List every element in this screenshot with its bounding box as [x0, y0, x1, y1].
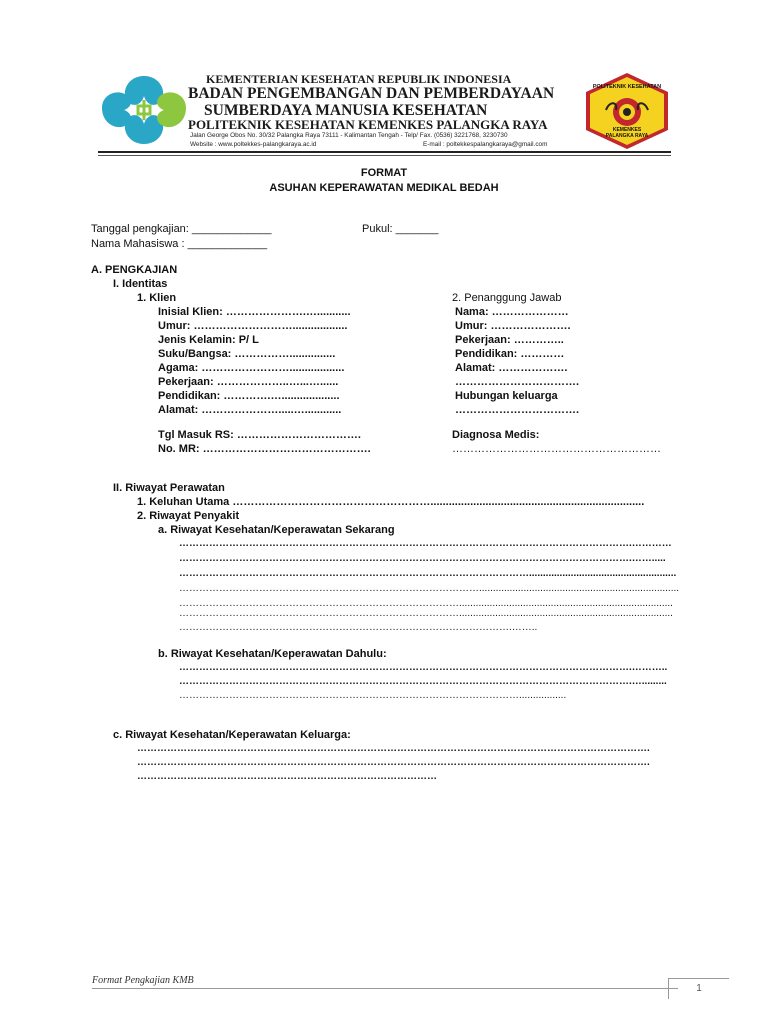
writing-line: ……………………………………………………………………………………………………………………….…………: [179, 538, 672, 549]
identitas-heading: I. Identitas: [113, 278, 168, 290]
klien-field: Inisial Klien: ………………….…...........: [158, 306, 351, 318]
diagnosa-medis-line: …………………………………………………: [452, 443, 661, 455]
klien-heading: 1. Klien: [137, 292, 177, 304]
letterhead-rule-thin: [98, 155, 671, 156]
klien-field: Pendidikan: ………….…...................: [158, 390, 340, 402]
riwayat-dahulu-heading: b. Riwayat Kesehatan/Keperawatan Dahulu:: [158, 648, 387, 660]
penanggung-jawab-heading: 2. Penanggung Jawab: [452, 292, 562, 304]
writing-line: ……………………………………………………………………………………………………………………….….........: [179, 676, 667, 687]
tanggal-pengkajian-field: Tanggal pengkajian: _____________: [91, 223, 272, 235]
doc-title: FORMAT: [360, 167, 408, 179]
agency-name-2: SUMBERDAYA MANUSIA KESEHATAN: [204, 102, 488, 119]
pukul-field: Pukul: _______: [362, 223, 439, 235]
writing-line: ……………………………………………………………………………………….……..: [179, 622, 538, 633]
diagnosa-medis-label: Diagnosa Medis:: [452, 429, 540, 441]
penanggung-field: Pekerjaan: …………..: [455, 334, 564, 346]
penanggung-field: Pendidikan: …………: [455, 348, 565, 360]
letterhead-rule: [98, 151, 671, 153]
klien-field: Pekerjaan: ………………..…...…......: [158, 376, 339, 388]
kemenkes-logo-icon: [98, 70, 190, 150]
section-a-heading: A. PENGKAJIAN: [91, 264, 178, 276]
writing-line: ………………………………………………………………………………: [137, 771, 437, 782]
writing-line: ………………………………………………………………………….............................................................................: [179, 598, 673, 609]
emblem-bottom-text-1: KEMENKES: [612, 127, 642, 133]
klien-field: Umur: ………………………..................: [158, 320, 348, 332]
klien-field: Jenis Kelamin: P/ L: [158, 334, 259, 346]
penanggung-field: Hubungan keluarga: [455, 390, 558, 402]
writing-line: ……………………………………………………………………………………………………………………….………..: [179, 662, 668, 673]
writing-line: ……………………………………………………………………………………………………………………………………….: [137, 757, 650, 768]
footer-text: Format Pengkajian KMB: [92, 975, 194, 986]
writing-line: …………………………………………………………………………………………….....................................................: [179, 568, 677, 579]
page-number: 1: [668, 978, 729, 999]
penanggung-field: …………………………….: [455, 376, 580, 388]
klien-field: Alamat: ………………….....…............: [158, 404, 342, 416]
website-text: Website : www.poltekkes-palangkaraya.ac.id: [190, 141, 317, 148]
riwayat-sekarang-heading: a. Riwayat Kesehatan/Keperawatan Sekarang: [158, 524, 395, 536]
emblem-top-text: POLITEKNIK KESEHATAN: [592, 84, 662, 90]
doc-subtitle: ASUHAN KEPERAWATAN MEDIKAL BEDAH: [269, 182, 499, 194]
emblem-bottom-text-2: PALANGKA RAYA: [605, 133, 649, 139]
riwayat-heading: II. Riwayat Perawatan: [113, 482, 225, 494]
writing-line: ……………………………………………………………………………………………………………………….…….....: [179, 553, 666, 564]
keluhan-utama-field: 1. Keluhan Utama ………………………………………………......................................................................: [137, 496, 645, 508]
penanggung-field: Nama: …………………: [455, 306, 569, 318]
address-line: Jalan George Obos No. 30/32 Palangka Raya 73111 - Kalimantan Tengah - Telp/ Fax. (0536) 3221768, 3230730: [190, 132, 508, 139]
klien-field: Suku/Bangsa: ……………...............: [158, 348, 336, 360]
penanggung-field: Alamat: ……………….: [455, 362, 568, 374]
no-mr-field: No. MR: ……………………………………….: [158, 443, 371, 455]
writing-line: ………………………………………………………………………….............................................................................: [179, 608, 673, 619]
penanggung-field: …………………………….: [455, 404, 580, 416]
klien-field: Agama: ……………………..................: [158, 362, 345, 374]
email-text: E-mail : poltekkespalangkaraya@gmail.com: [423, 141, 548, 148]
writing-line: ………………………………………………………………………………........................................................................: [179, 583, 680, 594]
agency-name: BADAN PENGEMBANGAN DAN PEMBERDAYAAN: [188, 85, 555, 102]
institution-name: POLITEKNIK KESEHATAN KEMENKES PALANGKA RAYA: [188, 117, 548, 132]
footer-rule: [92, 988, 678, 989]
ministry-name: KEMENTERIAN KESEHATAN REPUBLIK INDONESIA: [206, 72, 512, 86]
writing-line: ………………………………………………………………………………………….................: [179, 690, 567, 701]
tgl-masuk-field: Tgl Masuk RS: …………………………….: [158, 429, 361, 441]
riwayat-penyakit-heading: 2. Riwayat Penyakit: [137, 510, 240, 522]
penanggung-field: Umur: ………………….: [455, 320, 571, 332]
poltekkes-emblem-icon: [584, 72, 670, 150]
writing-line: ……………………………………………………………………………………………………………………………………….: [137, 743, 650, 754]
nama-mahasiswa-field: Nama Mahasiswa : _____________: [91, 238, 268, 250]
riwayat-keluarga-heading: c. Riwayat Kesehatan/Keperawatan Keluarga:: [113, 729, 351, 741]
